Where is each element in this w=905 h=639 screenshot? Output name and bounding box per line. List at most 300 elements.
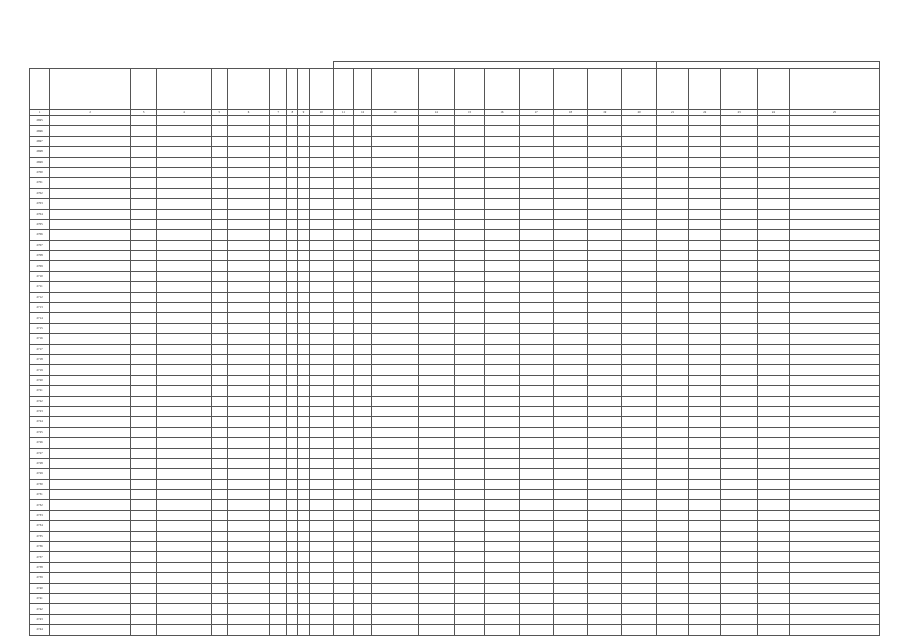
row-number-cell: 2738: [30, 562, 50, 572]
table-cell: [553, 406, 587, 416]
table-cell: [354, 157, 372, 167]
table-cell: [757, 313, 789, 323]
row-number-cell: 2718: [30, 354, 50, 364]
table-cell: [622, 521, 656, 531]
table-cell: [689, 375, 721, 385]
table-cell: [454, 157, 484, 167]
table-cell: [50, 126, 131, 136]
table-cell: [588, 427, 622, 437]
table-cell: [553, 313, 587, 323]
table-cell: [485, 313, 519, 323]
table-cell: [454, 240, 484, 250]
table-cell: [50, 116, 131, 126]
table-cell: [553, 386, 587, 396]
table-cell: [622, 261, 656, 271]
capital-repair-table: [29, 61, 880, 636]
table-cell: [227, 604, 269, 614]
table-cell: [354, 406, 372, 416]
table-cell: [157, 230, 212, 240]
table-cell: [485, 365, 519, 375]
table-cell: [309, 271, 333, 281]
table-cell: [790, 354, 880, 364]
table-cell: [689, 542, 721, 552]
table-cell: [157, 136, 212, 146]
table-cell: [130, 261, 156, 271]
table-cell: [130, 438, 156, 448]
table-cell: [656, 365, 688, 375]
table-cell: [157, 126, 212, 136]
table-cell: [211, 230, 227, 240]
table-cell: [227, 593, 269, 603]
row-number-cell: 2719: [30, 365, 50, 375]
table-cell: [287, 261, 298, 271]
table-cell: [50, 157, 131, 167]
table-cell: [519, 199, 553, 209]
table-cell: [588, 417, 622, 427]
column-header-15: [454, 69, 484, 110]
table-cell: [270, 323, 287, 333]
table-cell: [588, 116, 622, 126]
table-cell: [270, 458, 287, 468]
row-number-cell: 2735: [30, 531, 50, 541]
table-cell: [553, 354, 587, 364]
table-cell: [519, 178, 553, 188]
table-cell: [588, 303, 622, 313]
row-number-cell: 2697: [30, 136, 50, 146]
header-group-works: [656, 62, 879, 69]
table-cell: [757, 521, 789, 531]
table-cell: [270, 375, 287, 385]
table-cell: [211, 199, 227, 209]
table-cell: [757, 604, 789, 614]
table-cell: [354, 458, 372, 468]
table-row: [30, 448, 880, 458]
table-cell: [309, 479, 333, 489]
table-cell: [130, 240, 156, 250]
table-cell: [157, 479, 212, 489]
table-cell: [333, 521, 353, 531]
table-cell: [157, 396, 212, 406]
table-cell: [519, 479, 553, 489]
table-cell: [519, 240, 553, 250]
table-cell: [790, 282, 880, 292]
table-cell: [757, 261, 789, 271]
table-cell: [622, 219, 656, 229]
table-cell: [757, 271, 789, 281]
table-cell: [372, 469, 418, 479]
table-cell: [588, 583, 622, 593]
table-cell: [270, 417, 287, 427]
row-number-cell: 2725: [30, 427, 50, 437]
table-cell: [721, 552, 757, 562]
table-cell: [519, 562, 553, 572]
table-cell: [485, 157, 519, 167]
table-cell: [454, 552, 484, 562]
table-cell: [333, 469, 353, 479]
table-cell: [519, 604, 553, 614]
table-cell: [270, 188, 287, 198]
table-cell: [656, 178, 688, 188]
table-cell: [757, 230, 789, 240]
table-cell: [656, 167, 688, 177]
table-cell: [130, 479, 156, 489]
table-cell: [287, 157, 298, 167]
column-number: 17: [519, 110, 553, 116]
table-cell: [790, 323, 880, 333]
table-cell: [454, 209, 484, 219]
table-cell: [372, 604, 418, 614]
table-cell: [298, 583, 309, 593]
table-cell: [757, 365, 789, 375]
table-cell: [333, 458, 353, 468]
table-cell: [372, 199, 418, 209]
table-cell: [689, 354, 721, 364]
table-cell: [270, 313, 287, 323]
table-cell: [309, 562, 333, 572]
table-cell: [485, 510, 519, 520]
table-cell: [298, 354, 309, 364]
table-cell: [485, 406, 519, 416]
table-cell: [588, 147, 622, 157]
table-cell: [656, 386, 688, 396]
table-cell: [298, 552, 309, 562]
table-row: [30, 531, 880, 541]
table-cell: [418, 126, 454, 136]
table-cell: [622, 188, 656, 198]
table-cell: [790, 479, 880, 489]
table-cell: [287, 458, 298, 468]
table-cell: [485, 458, 519, 468]
table-cell: [656, 240, 688, 250]
table-cell: [622, 282, 656, 292]
table-cell: [157, 271, 212, 281]
table-cell: [553, 614, 587, 624]
column-number: 7: [270, 110, 287, 116]
table-cell: [689, 365, 721, 375]
table-cell: [227, 354, 269, 364]
table-cell: [287, 510, 298, 520]
table-cell: [50, 552, 131, 562]
column-number: 13: [372, 110, 418, 116]
table-row: [30, 199, 880, 209]
column-number: 20: [622, 110, 656, 116]
table-cell: [790, 438, 880, 448]
table-cell: [157, 427, 212, 437]
table-cell: [130, 292, 156, 302]
table-cell: [721, 510, 757, 520]
table-cell: [454, 406, 484, 416]
table-cell: [418, 365, 454, 375]
table-cell: [354, 230, 372, 240]
table-cell: [227, 230, 269, 240]
table-cell: [211, 552, 227, 562]
table-cell: [622, 365, 656, 375]
table-cell: [298, 573, 309, 583]
table-cell: [418, 147, 454, 157]
table-cell: [309, 157, 333, 167]
table-cell: [418, 583, 454, 593]
table-cell: [50, 448, 131, 458]
table-cell: [50, 323, 131, 333]
table-cell: [130, 593, 156, 603]
table-cell: [721, 604, 757, 614]
table-cell: [309, 136, 333, 146]
table-cell: [287, 448, 298, 458]
table-cell: [790, 334, 880, 344]
table-cell: [519, 334, 553, 344]
column-header-17: [519, 69, 553, 110]
table-cell: [757, 573, 789, 583]
table-cell: [372, 396, 418, 406]
table-cell: [354, 521, 372, 531]
table-cell: [270, 334, 287, 344]
table-cell: [656, 230, 688, 240]
table-cell: [211, 375, 227, 385]
table-cell: [656, 116, 688, 126]
table-cell: [298, 313, 309, 323]
column-number: 4: [157, 110, 212, 116]
table-cell: [50, 510, 131, 520]
table-cell: [519, 188, 553, 198]
table-cell: [227, 438, 269, 448]
table-cell: [656, 614, 688, 624]
table-cell: [50, 469, 131, 479]
table-cell: [622, 604, 656, 614]
table-cell: [721, 625, 757, 635]
table-cell: [519, 261, 553, 271]
table-cell: [309, 292, 333, 302]
table-cell: [418, 271, 454, 281]
table-cell: [790, 552, 880, 562]
table-cell: [50, 354, 131, 364]
table-cell: [157, 313, 212, 323]
table-cell: [622, 573, 656, 583]
table-cell: [485, 271, 519, 281]
column-header-9: [298, 69, 309, 110]
table-cell: [372, 614, 418, 624]
table-cell: [50, 593, 131, 603]
table-cell: [418, 396, 454, 406]
table-cell: [622, 116, 656, 126]
table-cell: [211, 604, 227, 614]
table-row: [30, 313, 880, 323]
table-cell: [333, 625, 353, 635]
table-cell: [418, 625, 454, 635]
table-cell: [333, 323, 353, 333]
table-cell: [418, 292, 454, 302]
table-cell: [372, 167, 418, 177]
table-cell: [689, 188, 721, 198]
table-cell: [588, 490, 622, 500]
row-number-cell: 2695: [30, 116, 50, 126]
table-cell: [790, 396, 880, 406]
table-cell: [622, 510, 656, 520]
table-cell: [656, 375, 688, 385]
table-cell: [454, 604, 484, 614]
table-cell: [656, 313, 688, 323]
table-cell: [519, 271, 553, 281]
table-cell: [50, 583, 131, 593]
table-cell: [588, 313, 622, 323]
table-cell: [309, 531, 333, 541]
row-number-cell: 2743: [30, 614, 50, 624]
table-cell: [227, 375, 269, 385]
table-cell: [757, 625, 789, 635]
row-number-cell: 2726: [30, 438, 50, 448]
table-cell: [287, 438, 298, 448]
table-cell: [519, 386, 553, 396]
table-cell: [298, 167, 309, 177]
table-cell: [485, 251, 519, 261]
table-cell: [656, 292, 688, 302]
table-cell: [157, 157, 212, 167]
table-cell: [270, 136, 287, 146]
table-cell: [790, 147, 880, 157]
table-cell: [418, 323, 454, 333]
table-cell: [211, 178, 227, 188]
table-cell: [454, 458, 484, 468]
table-cell: [227, 614, 269, 624]
table-cell: [519, 116, 553, 126]
table-cell: [689, 593, 721, 603]
table-cell: [485, 583, 519, 593]
table-cell: [227, 303, 269, 313]
table-cell: [270, 344, 287, 354]
table-cell: [270, 573, 287, 583]
table-cell: [354, 448, 372, 458]
table-cell: [227, 573, 269, 583]
table-row: [30, 614, 880, 624]
table-cell: [553, 230, 587, 240]
table-cell: [270, 261, 287, 271]
table-cell: [298, 209, 309, 219]
row-number-cell: 2737: [30, 552, 50, 562]
table-cell: [287, 593, 298, 603]
row-number-cell: 2696: [30, 126, 50, 136]
table-cell: [157, 178, 212, 188]
table-cell: [157, 490, 212, 500]
table-cell: [211, 251, 227, 261]
table-cell: [418, 282, 454, 292]
table-cell: [298, 386, 309, 396]
table-cell: [454, 386, 484, 396]
table-cell: [656, 552, 688, 562]
table-cell: [270, 282, 287, 292]
table-cell: [519, 344, 553, 354]
table-cell: [790, 386, 880, 396]
table-cell: [689, 240, 721, 250]
row-number-cell: 2705: [30, 219, 50, 229]
table-cell: [287, 178, 298, 188]
table-cell: [130, 427, 156, 437]
table-cell: [50, 396, 131, 406]
table-cell: [372, 188, 418, 198]
table-cell: [790, 240, 880, 250]
table-row: [30, 116, 880, 126]
table-cell: [553, 126, 587, 136]
table-cell: [721, 147, 757, 157]
table-cell: [721, 323, 757, 333]
table-cell: [656, 510, 688, 520]
table-cell: [454, 167, 484, 177]
column-header-2: [50, 69, 131, 110]
table-cell: [287, 313, 298, 323]
table-cell: [485, 448, 519, 458]
table-cell: [418, 417, 454, 427]
table-cell: [270, 126, 287, 136]
table-cell: [157, 251, 212, 261]
table-cell: [622, 167, 656, 177]
table-cell: [298, 396, 309, 406]
table-cell: [270, 521, 287, 531]
table-cell: [454, 583, 484, 593]
table-cell: [309, 573, 333, 583]
table-cell: [309, 354, 333, 364]
row-number-cell: 2711: [30, 282, 50, 292]
table-cell: [270, 230, 287, 240]
table-cell: [333, 199, 353, 209]
table-cell: [287, 271, 298, 281]
table-cell: [418, 614, 454, 624]
table-cell: [485, 417, 519, 427]
table-cell: [372, 240, 418, 250]
table-cell: [354, 209, 372, 219]
row-number-cell: 2730: [30, 479, 50, 489]
table-cell: [553, 167, 587, 177]
table-cell: [689, 344, 721, 354]
table-cell: [553, 521, 587, 531]
table-cell: [721, 240, 757, 250]
table-cell: [130, 219, 156, 229]
table-cell: [298, 448, 309, 458]
table-cell: [157, 573, 212, 583]
column-header-5: [211, 69, 227, 110]
table-cell: [656, 448, 688, 458]
table-cell: [354, 219, 372, 229]
table-cell: [553, 552, 587, 562]
table-cell: [519, 552, 553, 562]
table-cell: [227, 178, 269, 188]
table-cell: [721, 271, 757, 281]
table-cell: [622, 271, 656, 281]
table-cell: [454, 573, 484, 583]
table-cell: [372, 157, 418, 167]
table-cell: [485, 126, 519, 136]
table-cell: [298, 614, 309, 624]
table-cell: [689, 500, 721, 510]
table-cell: [227, 417, 269, 427]
table-cell: [519, 219, 553, 229]
table-cell: [485, 199, 519, 209]
table-cell: [418, 354, 454, 364]
table-cell: [721, 199, 757, 209]
table-cell: [519, 458, 553, 468]
table-cell: [721, 157, 757, 167]
table-cell: [721, 614, 757, 624]
table-header: [30, 62, 880, 116]
table-cell: [588, 500, 622, 510]
table-cell: [757, 209, 789, 219]
table-cell: [130, 542, 156, 552]
table-cell: [309, 386, 333, 396]
column-header-6: [227, 69, 269, 110]
column-header-1: [30, 69, 50, 110]
table-cell: [287, 365, 298, 375]
table-cell: [50, 521, 131, 531]
table-cell: [354, 136, 372, 146]
table-cell: [270, 396, 287, 406]
table-cell: [656, 521, 688, 531]
